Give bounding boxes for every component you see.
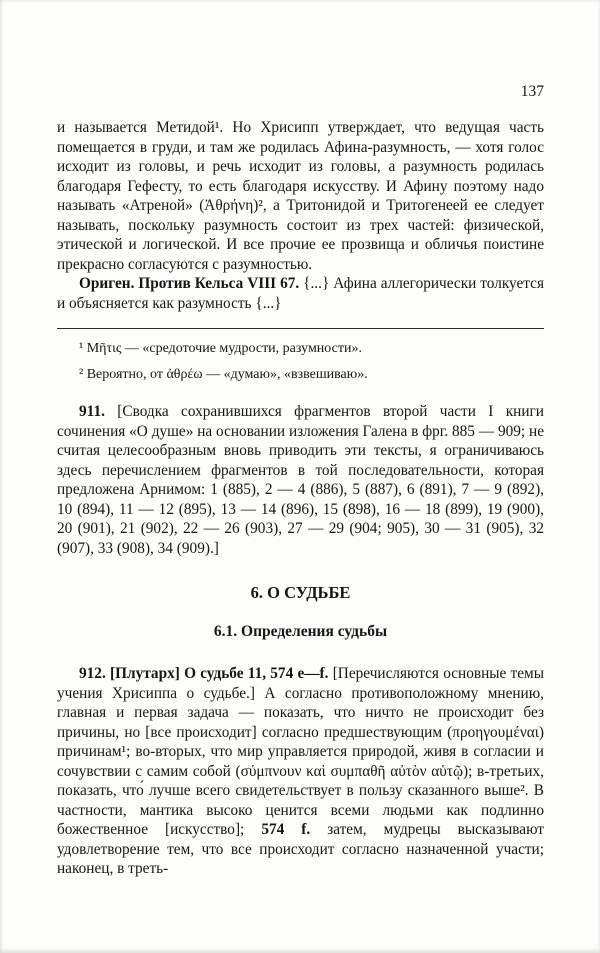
subsection-heading: 6.1. Определения судьбы xyxy=(213,623,388,640)
paragraph-912-text-1: [Перечисляются основные темы учения Хрисиппа о судьбе.] А согласно противоположному мнению, главная и первая задача — показать, что ничто не происходит без причины, но [все происходит] согласно предшествующим (προηγουμέναι) причинам¹; во-вторых, что мир управляется природой, живя в согласии и сочувствии с самим собой (σύμπνουν καὶ συμπαθῆ αὐτὸν αὑτῷ); в-третьих, показать, что́ лучше всего свидетельствует в пользу сказанного выше². В частности, мантика высоко ценится всеми людьми как подлинно божественное [искусство]; xyxy=(57,665,544,838)
footnote-2: ² Вероятно, от ἀθρέω — «думаю», «взвешиваю». xyxy=(79,366,368,382)
paragraph-origen-text: {...} Афина аллегорически толкуется и объясняется как разумность {...} xyxy=(57,275,544,312)
footnote-1: ¹ Μῆτις — «средоточие мудрости, разумности». xyxy=(79,341,362,356)
paragraph-origen xyxy=(57,274,544,313)
footnote-separator xyxy=(57,328,544,329)
page-number: 137 xyxy=(520,83,544,100)
section-heading: 6. О СУДЬБЕ xyxy=(250,583,351,602)
source-citation-origen: Ориген. Против Кельса VIII 67. xyxy=(79,275,300,292)
source-citation-plutarch: 912. [Плутарх] О судьбе 11, 574 e—f. xyxy=(79,665,329,682)
footnotes-block xyxy=(57,340,544,384)
paragraph-911 xyxy=(57,402,544,558)
paragraph-912 xyxy=(57,664,544,879)
paragraph-methis: и называется Метидой¹. Но Хрисипп утверждает, что ведущая часть помещается в груди, и там же родилась Афина-разумность, — хотя голос исходит из головы, и речь исходит из головы, а разумность родилась благодаря Гефесту, то есть благодаря искусству. И Афину поэтому надо называть «Атреной» (Ἀθρήνη)², а Тритонидой и Тритогенеей ее следует называть, поскольку разумность состоит из трех частей: физической, этической и логической. И все прочие ее прозвища и обличья поистине прекрасно согласуются с разумностью. xyxy=(57,119,544,273)
paragraph-912-text-2: затем, мудрецы высказывают удовлетворение тем, что все происходит согласно назначенной участи; наконец, в треть- xyxy=(57,821,544,877)
paragraph-911-text: [Сводка сохранившихся фрагментов второй части I книги сочинения «О душе» на основании изложения Галена в фрг. 885 — 909; не считая целесообразным вновь приводить эти тексты, я ограничиваюсь здесь перечислением фрагментов в той последовательности, которая предложена Арнимом: 1 (885), 2 — 4 (886), 5 (887), 6 (891), 7 — 9 (892), 10 (894), 11 — 12 (895), 13 — 14 (896), 15 (898), 16 — 18 (899), 19 (900), 20 (901), 21 (902), 22 — 26 (903), 27 — 29 (904; 905), 30 — 31 (905), 32 (907), 33 (908), 34 (909).] xyxy=(57,403,544,557)
citation-574f: 574 f. xyxy=(261,821,311,838)
fragment-number-911: 911. xyxy=(79,403,105,420)
